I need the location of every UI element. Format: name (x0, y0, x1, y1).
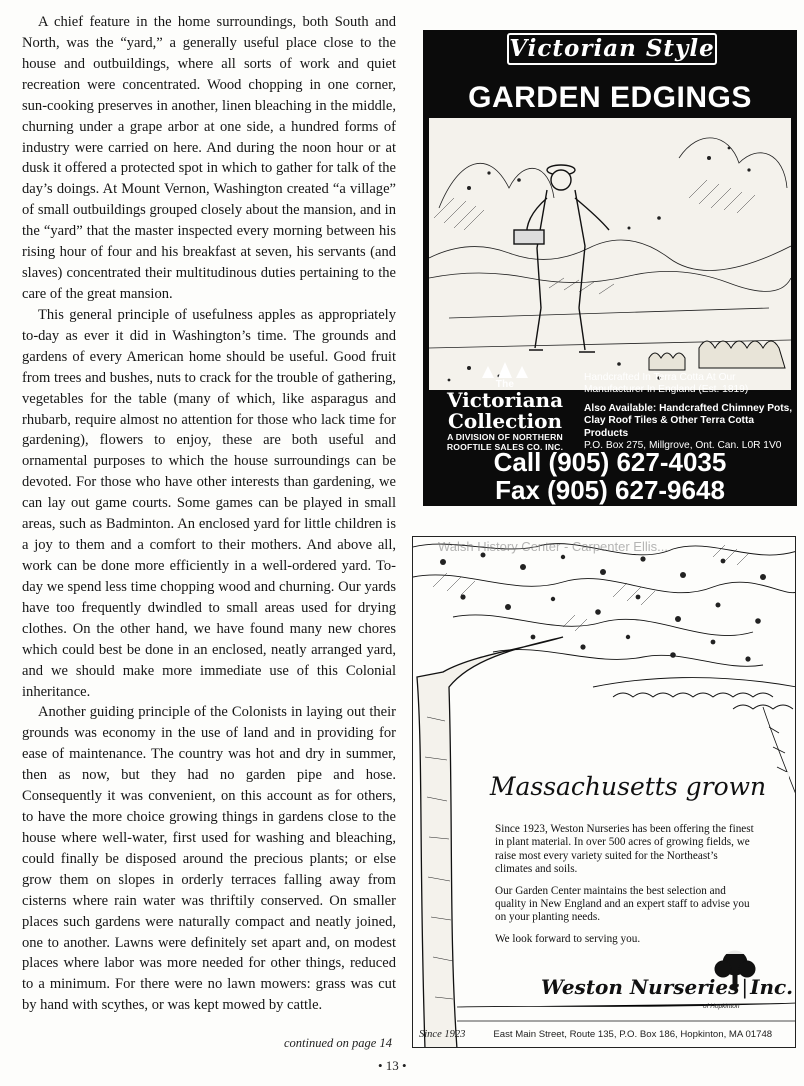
info-line-1: Handcrafted In Terra Cotta At Our (584, 372, 736, 383)
logo-name: Weston Nurseries (541, 975, 740, 999)
victorian-style-banner: Victorian Style (507, 33, 717, 65)
victoriana-info (584, 372, 794, 452)
weston-para-1: Since 1923, Weston Nurseries has been offering the finest in plant material. In over 500 acres of growing fields, we raise most every variety suited for the Northeast’s climates and soils. (495, 823, 754, 876)
fax-number: Fax (905) 627-9648 (495, 475, 725, 505)
massachusetts-grown-headline: Massachusetts grown (467, 772, 789, 802)
weston-para-3: We look forward to serving you. (495, 932, 641, 945)
article-paragraph-2: This general principle of usefulness apples as appropriately to-day as ever it did in Washington’s time. The grounds and gardens of every American home should be useful. Good fruit from trees and bushes, nuts to crack for the trouble of gathering, vegetables for the table (many of which, like asparagus and rhubarb, require almost no attention for those who lack time for gardening), flowers to enjoy, these are both useful and ornamental purposes to which the house surroundings can be devoted. For those who have other interests than gardening, we can lay out game courts. Some games can be played in small areas, such as Badminton. An enclosed yard for little children is a joy to them and a comfort to their mothers. And above all, work can be done more efficiently in a well-ordered yard. To-day we spend less time chopping wood and churning. Our yards have too frequently dwindled to small areas used for drying clothes. On the other hand, we have found many new chores which could best be done in an enclosed, neatly arranged yard, and we should make more immediate use of this Colonial inheritance. (22, 306, 396, 700)
victoriana-phones (423, 448, 797, 504)
weston-nurseries-ad (412, 536, 796, 1048)
article-paragraph-1: A chief feature in the home surroundings, both South and North, was the “yard,” a generally useful place close to the house and outbuildings, where all sorts of work and quiet recreation were concentrated. Wood chopping in one corner, sun-cooking preserves in another, linen bleaching in the middle, churning under a grape arbor at one side, a hundred forms of industry were carried on here. And during the noon hour or at dusk it offered a protected spot in which to gather for talk of the day’s doings. At Mount Vernon, Washington created “a village” of small outbuildings grouped closely about the mansion, and in the “yard” that the master inspected every morning between his rising hour of four and his breakfast at seven, his servants (and slaves) concentrated their multitudinous duties pertaining to the care of the great mansion. (22, 14, 396, 302)
brand-the: The (495, 379, 515, 390)
brand-collection: Collection (447, 409, 563, 433)
division-line-1: A DIVISION OF NORTHERN (447, 432, 563, 442)
info-line-2: Manufacturer In England (Est. 1819) (584, 384, 749, 396)
also-line-2: Clay Roof Tiles & Other Terra Cotta Products (584, 415, 755, 439)
gardener-illustration (429, 118, 791, 390)
article-paragraph-3: Another guiding principle of the Colonists in laying out their grounds was economy in the use of land and in providing for ease of maintenance. The country was hot and dry in summer, then as now, but they had no garden pipe and hose. Consequently it was convenient, on this account as for others, to have the more choice growing things in gardens close to the house where well-water, first used for washing and bleaching, could finally be disposed around the precious plants; or else grow them on slopes in orderly terraces falling away from cisterns where rain water was thriftily conserved. On smaller places such gardens were naturally compact and neatly joined, one to another. Lawns were definitely set apart and, on modest places where labor was more needed for other things, reduced to a minimum. For there were no lawn mowers: grass was cut by hand with scythes, or was kept mowed by cattle. (22, 704, 396, 1014)
watermark: Walsh History Center - Carpenter Ellis... (438, 539, 668, 554)
victoriana-logo (431, 360, 579, 452)
brand-victoriana: Victoriana (446, 388, 564, 412)
weston-para-2: Our Garden Center maintains the best selection and quality in New England and an expert staff to advise you on your planting needs. (495, 884, 750, 924)
since-1923: Since 1923 (419, 1029, 466, 1040)
weston-footer (419, 1029, 789, 1040)
victoriana-ad (423, 30, 797, 506)
article-column (22, 12, 396, 1016)
division-line-2: ROOFTILE SALES CO. INC. (446, 442, 564, 452)
also-line-1: Also Available: Handcrafted Chimney Pots, (584, 402, 793, 414)
call-number: Call (905) 627-4035 (493, 447, 727, 477)
logo-sep: | (741, 975, 749, 999)
victoriana-address: P.O. Box 275, Millgrove, Ont. Can. L0R 1V0 (584, 440, 782, 452)
logo-subtitle: of Hopkinton (703, 1003, 740, 1010)
continued-note: continued on page 14 (284, 1036, 392, 1050)
garden-edgings-headline: GARDEN EDGINGS (468, 81, 752, 114)
weston-address: East Main Street, Route 135, P.O. Box 186, Hopkinton, MA 01748 (493, 1029, 773, 1040)
page-number: • 13 • (378, 1058, 407, 1073)
logo-inc: Inc. (750, 975, 794, 999)
roof-finial-icon (478, 360, 532, 378)
weston-copy (495, 823, 755, 954)
weston-logo (541, 975, 793, 999)
